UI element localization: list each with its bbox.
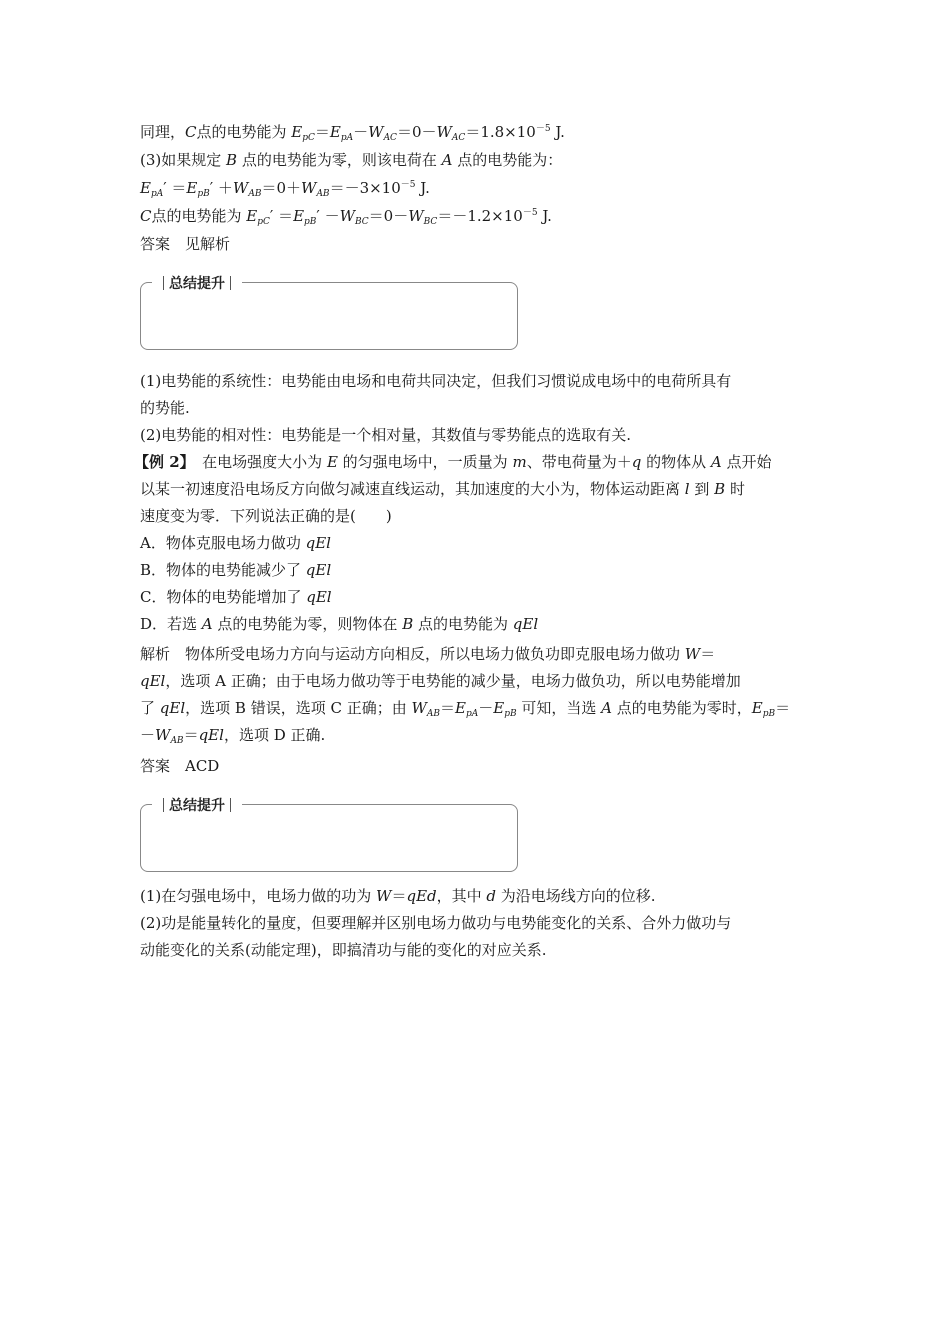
text: 点的电势能为零时， — [612, 699, 752, 717]
var: W — [301, 179, 317, 197]
var: E — [246, 207, 258, 225]
text: D．若选 — [140, 615, 202, 633]
text: B．物体的电势能减少了 — [140, 561, 306, 579]
text: － — [140, 726, 156, 744]
var: W — [155, 726, 171, 744]
text: ，其中 — [436, 887, 487, 905]
bar-icon — [230, 276, 231, 290]
text: ′ － — [316, 207, 340, 225]
answer-line-1: 答案 见解析 — [140, 235, 231, 253]
text: 到 — [689, 480, 715, 498]
subscript: pB — [304, 217, 317, 227]
text: 的物体从 — [641, 453, 711, 471]
var: qEl — [198, 726, 224, 744]
var: B — [714, 480, 726, 498]
text: A．物体克服电场力做功 — [140, 534, 306, 552]
subscript: pA — [340, 133, 354, 143]
superscript: －5 — [522, 208, 538, 218]
text: 点的电势能为零，则物体在 — [212, 615, 403, 633]
solution-line4 — [140, 725, 325, 745]
text: ＝0－ — [396, 123, 437, 141]
text: 点开始 — [721, 453, 772, 471]
solution-line2 — [140, 671, 741, 691]
var: E — [326, 453, 338, 471]
text: J. — [537, 207, 552, 225]
var: d — [486, 887, 497, 905]
text: C．物体的电势能增加了 — [140, 588, 307, 606]
text: － — [353, 123, 369, 141]
subscript: AB — [426, 709, 441, 719]
var: W — [339, 207, 355, 225]
formula-line-c — [140, 206, 552, 226]
var: W — [232, 179, 249, 197]
var: E — [455, 699, 466, 717]
subscript: pB — [762, 709, 776, 719]
subscript: AB — [170, 736, 184, 746]
text: 时 — [725, 480, 745, 498]
option-a — [140, 533, 331, 553]
var: qEl — [512, 615, 539, 633]
bar-icon — [163, 276, 164, 290]
text-line-part3 — [140, 150, 562, 170]
option-b — [140, 560, 331, 580]
right-mark — [517, 828, 518, 848]
subscript: AB — [248, 189, 262, 199]
subscript: pA — [150, 189, 164, 199]
var: B — [402, 615, 414, 633]
text: 点的电势能为： — [452, 151, 563, 169]
text: 可知，当选 — [516, 699, 602, 717]
text: ＝ — [775, 699, 791, 717]
var: W — [368, 123, 384, 141]
summary-title: 总结提升 — [169, 276, 225, 292]
var: qEl — [140, 672, 166, 690]
text: ＝ — [183, 726, 199, 744]
var: A — [441, 151, 453, 169]
subscript: pB — [504, 709, 517, 719]
text: ，选项 B 错误，选项 C 正确；由 — [185, 699, 412, 717]
right-mark — [517, 306, 518, 326]
var: E — [493, 699, 505, 717]
var: qEl — [306, 588, 332, 606]
var: m — [512, 453, 527, 471]
text: ，选项 D 正确. — [223, 726, 326, 744]
var: W — [684, 645, 701, 663]
text-line-c-potential — [140, 122, 565, 142]
text: 以某一初速度沿电场反方向做匀减速直线运动，其加速度的大小为，物体运动距离 — [140, 480, 685, 498]
var: l — [684, 480, 690, 498]
subscript: BC — [355, 217, 369, 227]
text: ，选项 A 正确；由于电场力做功等于电势能的减少量，电场力做负功，所以电势能增加 — [165, 672, 741, 690]
text: 的匀强电场中，一质量为 — [337, 453, 513, 471]
text: ＝ — [391, 887, 407, 905]
text: － — [478, 699, 494, 717]
bar-icon — [230, 798, 231, 812]
summary-title: 总结提升 — [169, 798, 225, 814]
var: E — [291, 123, 303, 141]
var: A — [201, 615, 213, 633]
text: ＝1.8×10 — [465, 123, 536, 141]
var: qEd — [406, 887, 437, 905]
option-d — [140, 614, 538, 634]
text: 同理， — [140, 123, 186, 141]
summary-point-1: (1)电势能的系统性：电势能由电场和电荷共同决定，但我们习惯说成电场中的电荷所具有 — [140, 372, 732, 390]
text: ＝ — [314, 123, 330, 141]
text: (1)在匀强电场中，电场力做的功为 — [140, 887, 377, 905]
var: E — [140, 179, 151, 197]
summary2-point-1 — [140, 886, 656, 906]
text: 点的电势能为 — [151, 207, 247, 225]
example2-question-line2 — [140, 479, 745, 499]
text: J. — [415, 179, 430, 197]
example2-question-line1 — [134, 452, 771, 472]
superscript: －5 — [400, 180, 416, 190]
answer-line-2: 答案 ACD — [140, 757, 220, 775]
text: 点的电势能为 — [196, 123, 292, 141]
summary-box-2 — [140, 796, 520, 874]
left-mark — [140, 828, 141, 848]
text: (3)如果规定 — [140, 151, 227, 169]
summary2-point-2-cont: 动能变化的关系(动能定理)，即搞清功与能的变化的对应关系. — [140, 941, 547, 959]
subscript: pA — [466, 709, 479, 719]
option-c — [140, 587, 332, 607]
subscript: AC — [383, 133, 397, 143]
var: A — [601, 699, 612, 717]
text: ＝0－ — [368, 207, 409, 225]
text: J. — [550, 123, 565, 141]
var: E — [751, 699, 763, 717]
bar-icon — [163, 798, 164, 812]
text: 在电场强度大小为 — [187, 453, 327, 471]
var: qEl — [305, 561, 332, 579]
var: E — [186, 179, 198, 197]
text: 为沿电场线方向的位移. — [496, 887, 656, 905]
text: ＝0＋ — [261, 179, 302, 197]
solution-line1 — [140, 644, 715, 664]
text: ′ ＝ — [269, 207, 294, 225]
var: q — [631, 453, 642, 471]
text: ′ ＋ — [209, 179, 233, 197]
var: W — [436, 123, 452, 141]
text: ＝ — [700, 645, 716, 663]
summary-title-wrap — [152, 274, 242, 292]
var: W — [376, 887, 392, 905]
var: A — [710, 453, 722, 471]
summary-point-2: (2)电势能的相对性：电势能是一个相对量，其数值与零势能点的选取有关. — [140, 426, 632, 444]
var: E — [293, 207, 305, 225]
text: 解析 物体所受电场力方向与运动方向相反，所以电场力做负功即克服电场力做功 — [140, 645, 685, 663]
text: 点的电势能为 — [413, 615, 513, 633]
subscript: pC — [257, 217, 270, 227]
solution-line3 — [140, 698, 790, 718]
text: 点的电势能为零，则该电荷在 — [237, 151, 442, 169]
text: ＝－1.2×10 — [437, 207, 523, 225]
summary-point-1-cont: 的势能. — [140, 399, 190, 417]
example-tag: 【例 2】 — [134, 453, 188, 471]
subscript: pC — [302, 133, 315, 143]
summary-box-1 — [140, 274, 520, 352]
subscript: AB — [316, 189, 330, 199]
superscript: －5 — [535, 124, 551, 134]
text: ＝－3×10 — [329, 179, 401, 197]
text: 了 — [140, 699, 160, 717]
var: C — [185, 123, 197, 141]
subscript: AC — [451, 133, 466, 143]
var: qEl — [159, 699, 186, 717]
example2-question-line3: 速度变为零．下列说法正确的是( ) — [140, 507, 392, 525]
summary2-point-2: (2)功是能量转化的量度，但要理解并区别电场力做功与电势能变化的关系、合外力做功与 — [140, 914, 732, 932]
var: E — [329, 123, 341, 141]
formula-line-a — [140, 178, 430, 198]
left-mark — [140, 306, 141, 326]
var: B — [226, 151, 238, 169]
subscript: BC — [423, 217, 438, 227]
var: C — [140, 207, 152, 225]
subscript: pB — [197, 189, 210, 199]
var: W — [411, 699, 427, 717]
var: qEl — [305, 534, 331, 552]
text: ′ ＝ — [163, 179, 187, 197]
var: W — [408, 207, 424, 225]
text: 、带电荷量为＋ — [526, 453, 632, 471]
summary-title-wrap — [152, 796, 242, 814]
text: ＝ — [440, 699, 456, 717]
